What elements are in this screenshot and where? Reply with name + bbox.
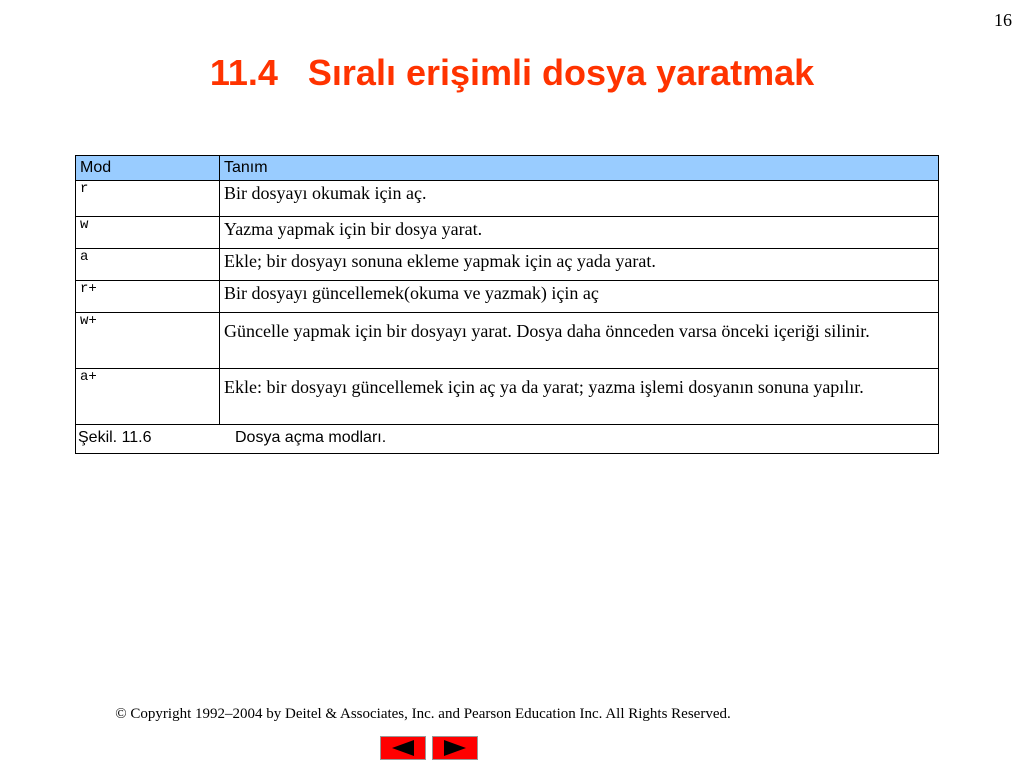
header-mod: Mod [76,156,220,181]
table-row [76,217,939,249]
mode-cell: w [76,217,220,249]
caption-label: Şekil. 11.6 [78,429,152,446]
copyright-notice: © Copyright 1992–2004 by Deitel & Associates, Inc. and Pearson Education Inc. All Rights Reserved. [115,706,731,722]
mode-cell: a+ [76,369,220,425]
description-cell: Ekle: bir dosyayı güncellemek için aç ya da yarat; yazma işlemi dosyanın sonuna yapılır. [220,369,939,425]
header-tanim: Tanım [220,156,939,181]
table-caption-row [76,425,939,454]
description-cell: Güncelle yapmak için bir dosyayı yarat. Dosya daha önnceden varsa önceki içeriği silinir. [220,313,939,369]
table-header-row [76,156,939,181]
previous-slide-button[interactable] [380,736,426,760]
right-arrow-icon [440,739,470,757]
page-number: 16 [994,10,1012,30]
description-cell: Bir dosyayı güncellemek(okuma ve yazmak) için aç [220,281,939,313]
table-row [76,313,939,369]
caption-text: Dosya açma modları. [235,429,387,446]
next-slide-button[interactable] [432,736,478,760]
mode-cell: a [76,249,220,281]
table-row [76,369,939,425]
table-row [76,181,939,217]
mode-cell: r [76,181,220,217]
slide-navigation [380,736,478,760]
mode-cell: w+ [76,313,220,369]
table-row [76,249,939,281]
description-cell: Bir dosyayı okumak için aç. [220,181,939,217]
file-mode-table [75,155,939,454]
table-caption [76,425,939,454]
table-row [76,281,939,313]
left-arrow-icon [388,739,418,757]
mode-cell: r+ [76,281,220,313]
description-cell: Ekle; bir dosyayı sonuna ekleme yapmak için aç yada yarat. [220,249,939,281]
description-cell: Yazma yapmak için bir dosya yarat. [220,217,939,249]
slide-title: 11.4 Sıralı erişimli dosya yaratmak [209,52,815,93]
